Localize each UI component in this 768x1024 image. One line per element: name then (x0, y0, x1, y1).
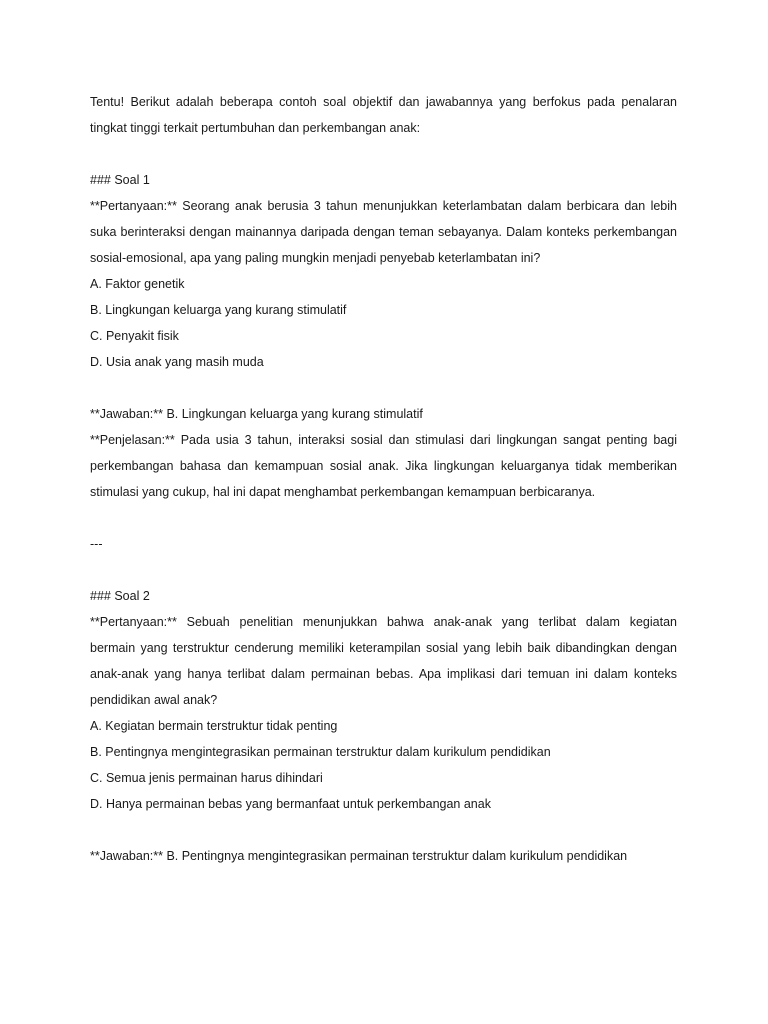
intro-paragraph (90, 89, 677, 141)
question-1-option-b: B. Lingkungan keluarga yang kurang stimulatif (90, 303, 347, 317)
question-2-text-line: anak-anak yang hanya terlibat dalam permainan bebas. Apa implikasi dari temuan ini dalam konteks (90, 667, 677, 681)
question-2-text-line: bermain yang terstruktur cenderung memiliki keterampilan sosial yang lebih baik dibandingkan dengan (90, 641, 677, 655)
document-page (90, 89, 677, 869)
question-1-explanation-line: **Penjelasan:** Pada usia 3 tahun, interaksi sosial dan stimulasi dari lingkungan sangat penting bagi (90, 433, 677, 447)
blank-line (90, 375, 677, 401)
blank-line (90, 557, 677, 583)
question-2-text-line: pendidikan awal anak? (90, 693, 218, 707)
question-2-heading: ### Soal 2 (90, 589, 150, 603)
question-2-option-d: D. Hanya permainan bebas yang bermanfaat untuk perkembangan anak (90, 797, 491, 811)
question-block-2 (90, 583, 677, 869)
question-2-option-b: B. Pentingnya mengintegrasikan permainan terstruktur dalam kurikulum pendidikan (90, 745, 551, 759)
section-separator: --- (90, 537, 103, 551)
question-1-explanation-line: perkembangan bahasa dan kemampuan sosial anak. Jika lingkungan keluarganya tidak memberikan (90, 459, 677, 473)
question-2-text-line: **Pertanyaan:** Sebuah penelitian menunjukkan bahwa anak-anak yang terlibat dalam kegiatan (90, 615, 677, 629)
question-1-heading: ### Soal 1 (90, 173, 150, 187)
question-1-option-c: C. Penyakit fisik (90, 329, 179, 343)
question-2-option-c: C. Semua jenis permainan harus dihindari (90, 771, 323, 785)
question-1-option-a: A. Faktor genetik (90, 277, 185, 291)
intro-line: Tentu! Berikut adalah beberapa contoh soal objektif dan jawabannya yang berfokus pada penalaran (90, 95, 677, 109)
question-1-text-line: sosial-emosional, apa yang paling mungkin menjadi penyebab keterlambatan ini? (90, 251, 541, 265)
blank-line (90, 505, 677, 531)
question-block-1 (90, 167, 677, 505)
question-1-text-line: **Pertanyaan:** Seorang anak berusia 3 tahun menunjukkan keterlambatan dalam berbicara dan lebih (90, 199, 677, 213)
intro-line: tingkat tinggi terkait pertumbuhan dan perkembangan anak: (90, 121, 421, 135)
blank-line (90, 141, 677, 167)
question-1-explanation-line: stimulasi yang cukup, hal ini dapat menghambat perkembangan kemampuan berbicaranya. (90, 485, 596, 499)
question-2-answer: **Jawaban:** B. Pentingnya mengintegrasikan permainan terstruktur dalam kurikulum pendidikan (90, 849, 628, 863)
question-2-option-a: A. Kegiatan bermain terstruktur tidak penting (90, 719, 338, 733)
blank-line (90, 817, 677, 843)
question-1-option-d: D. Usia anak yang masih muda (90, 355, 264, 369)
question-1-text-line: suka berinteraksi dengan mainannya daripada dengan teman sebayanya. Dalam konteks perkembangan (90, 225, 677, 239)
question-1-answer: **Jawaban:** B. Lingkungan keluarga yang kurang stimulatif (90, 407, 423, 421)
